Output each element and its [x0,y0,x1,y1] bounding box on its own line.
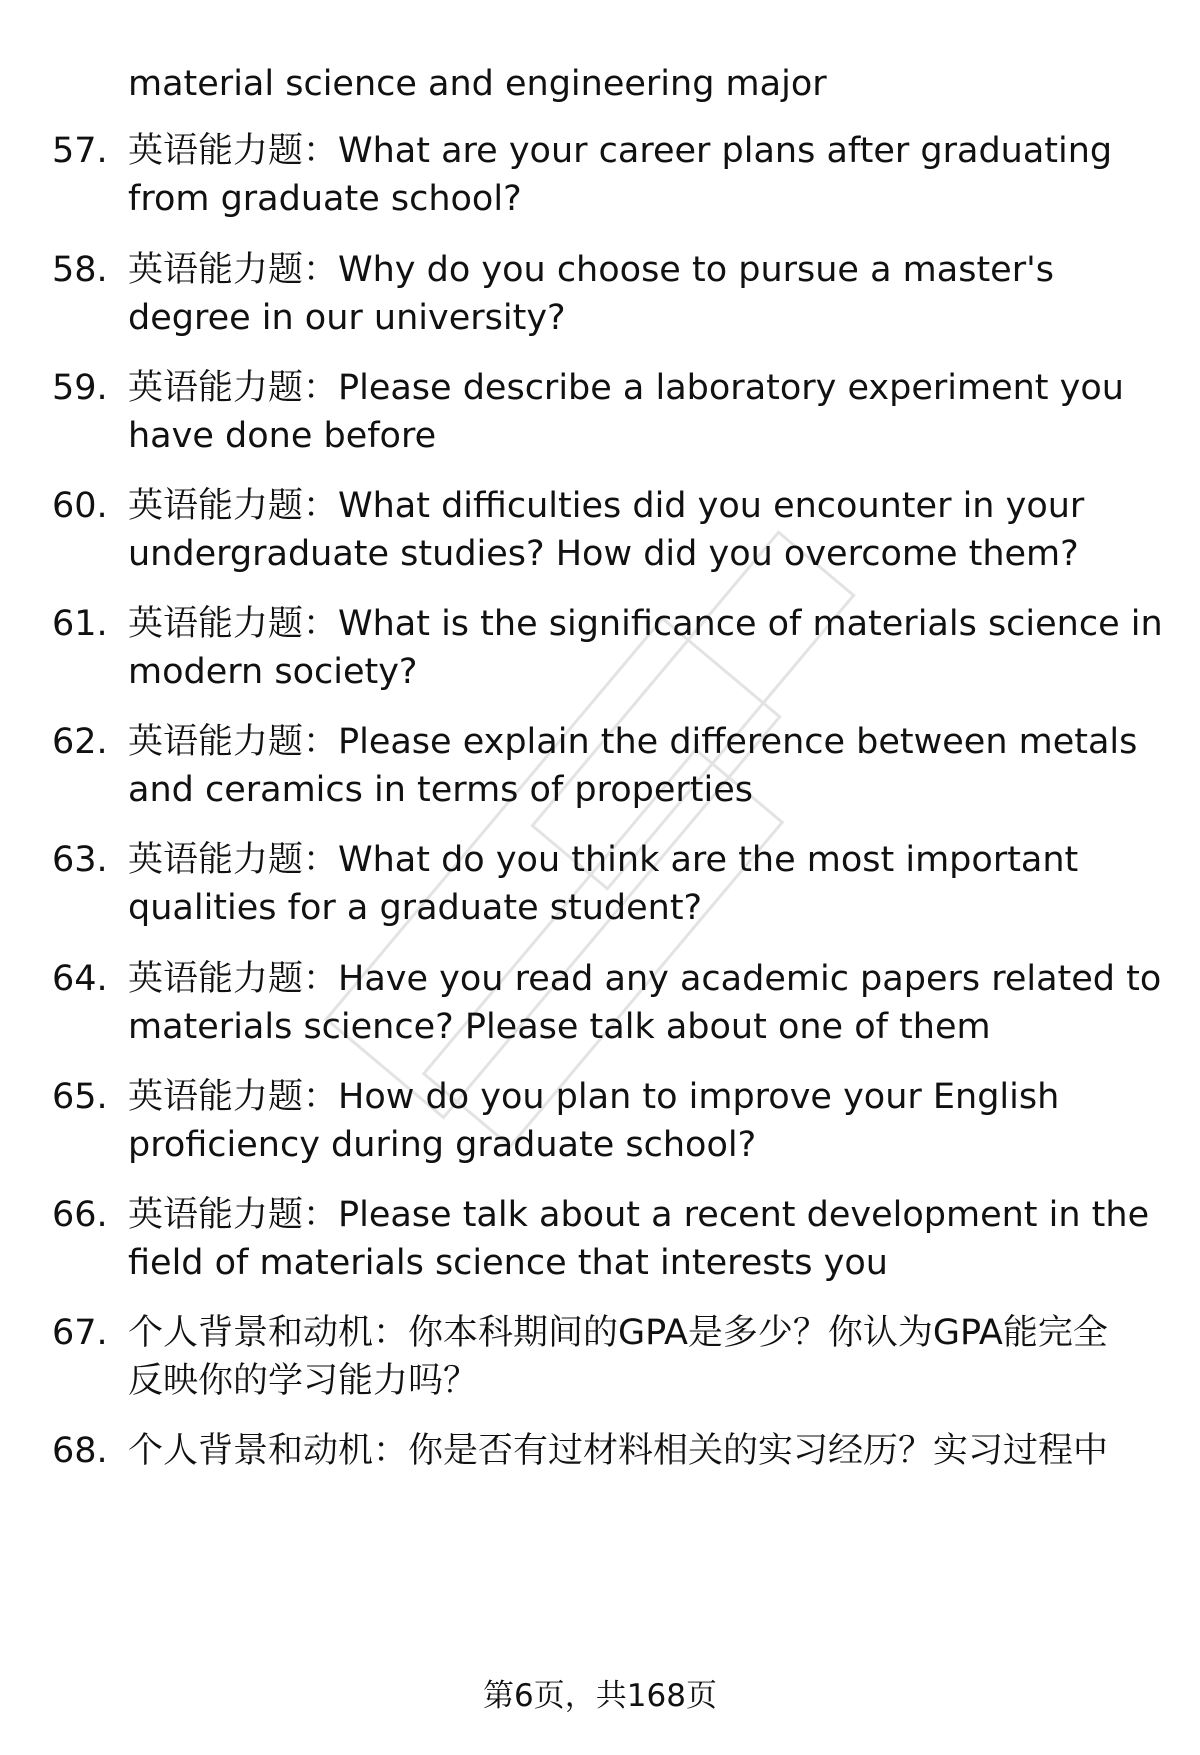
item-text-line2: modern society? [128,652,418,692]
item-text-line1: 英语能力题：Have you read any academic papers related to [128,959,1162,999]
item-text-line1: 英语能力题：What are your career plans after graduating [128,131,1113,171]
item-text-line2: qualities for a graduate student? [128,888,703,928]
item-number: 68. [52,1431,108,1471]
item-text-line2: degree in our university? [128,298,566,338]
item-number: 65. [52,1077,108,1117]
item-number: 58. [52,250,108,290]
item-number: 60. [52,486,108,526]
item-text-line1: 英语能力题：Please explain the difference between metals [128,722,1138,762]
item-number: 66. [52,1195,108,1235]
item-text-line2: have done before [128,416,437,456]
item-number: 61. [52,604,108,644]
item-text-line1: 英语能力题：Please describe a laboratory experiment you [128,368,1124,408]
item-text-line1: 个人背景和动机：你是否有过材料相关的实习经历？实习过程中 [128,1431,1109,1471]
item-number: 57. [52,131,108,171]
item-text-line1: 英语能力题：How do you plan to improve your English [128,1077,1060,1117]
item-text-line1: 英语能力题：Please talk about a recent development in the [128,1195,1150,1235]
item-text-line2: field of materials science that interests you [128,1243,888,1283]
item-text-line2: 反映你的学习能力吗？ [128,1361,479,1401]
item-number: 64. [52,959,108,999]
item-number: 67. [52,1313,108,1353]
item-number: 62. [52,722,108,762]
item-number: 63. [52,840,108,880]
item-text-line2: undergraduate studies? How did you overcome them? [128,534,1079,574]
item-text-line2: from graduate school? [128,179,522,219]
item-text-line1: 个人背景和动机：你本科期间的GPA是多少？你认为GPA能完全 [128,1313,1108,1353]
item-text-line1: 英语能力题：What difficulties did you encounter in your [128,486,1085,526]
item-text-line1: 英语能力题：What is the significance of materials science in [128,604,1163,644]
item-text-line2: and ceramics in terms of properties [128,770,753,810]
item-text-line1: 英语能力题：What do you think are the most important [128,840,1079,880]
page-footer: 第6页，共168页 [483,1678,717,1714]
item-text-line2: proficiency during graduate school? [128,1125,757,1165]
item-number: 59. [52,368,108,408]
continued-line: material science and engineering major [128,64,827,104]
item-text-line2: materials science? Please talk about one of them [128,1007,991,1047]
item-text-line1: 英语能力题：Why do you choose to pursue a master's [128,250,1054,290]
